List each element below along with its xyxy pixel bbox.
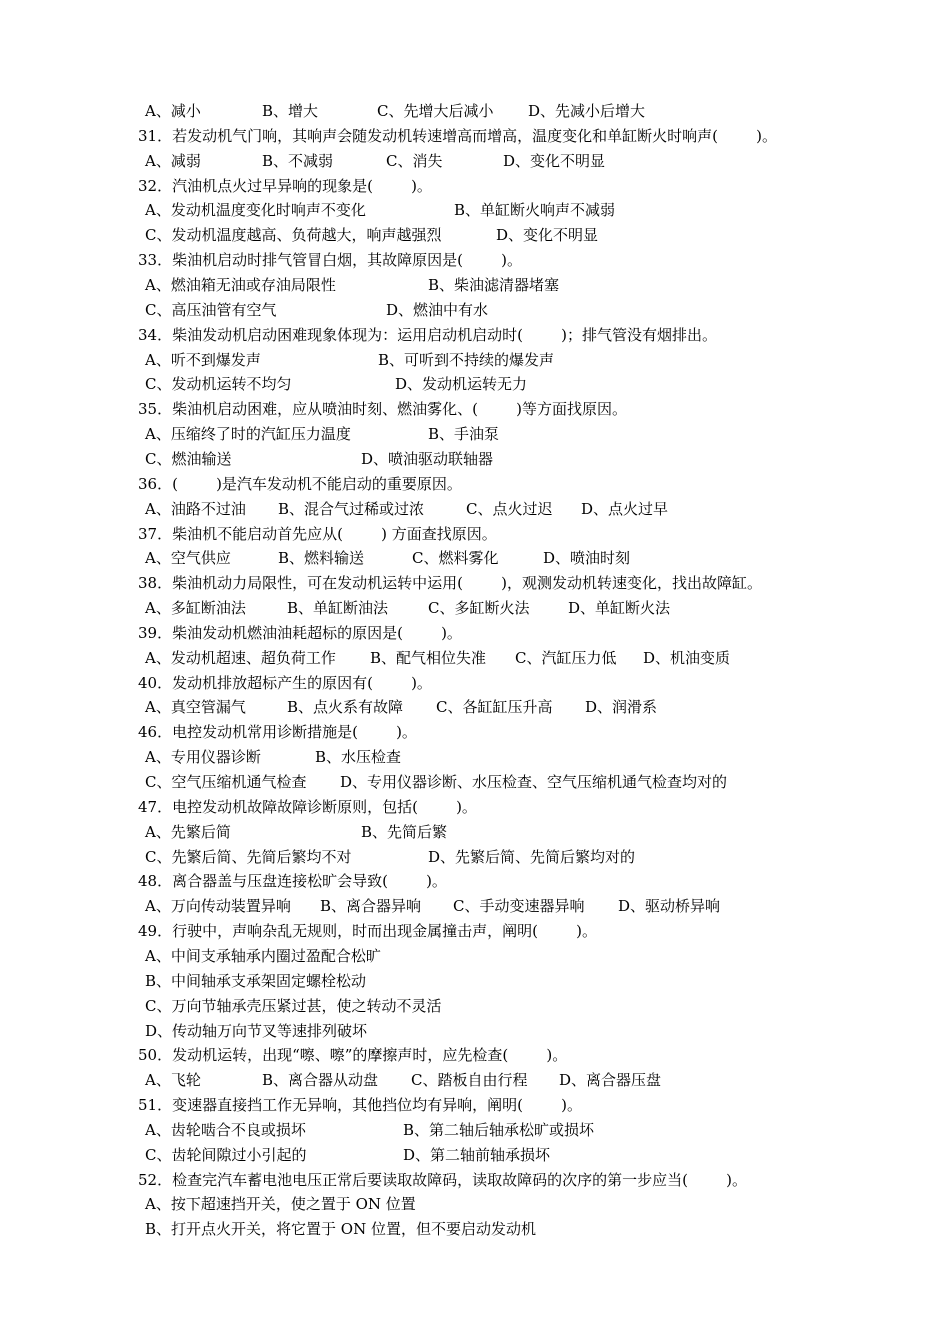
answer-option: C、多缸断火法 xyxy=(428,599,530,617)
question-text: 37．柴油机不能启动首先应从( ) 方面查找原因。 xyxy=(138,524,497,543)
answer-option: D、喷油驱动联轴器 xyxy=(361,449,494,468)
answer-option: B、单缸断火响声不减弱 xyxy=(454,201,616,220)
answer-option: B、先简后繁 xyxy=(361,822,448,841)
answer-option: C、空气压缩机通气检查 xyxy=(145,773,307,791)
answer-option: B、配气相位失准 xyxy=(370,648,487,667)
answer-option: C、齿轮间隙过小引起的 xyxy=(145,1145,307,1164)
answer-option: A、听不到爆发声 xyxy=(145,350,261,369)
answer-option: A、发动机温度变化时响声不变化 xyxy=(145,201,366,220)
answer-option: B、水压检查 xyxy=(315,748,402,767)
answer-option: B、增大 xyxy=(262,102,319,120)
question-text: 46．电控发动机常用诊断措施是( )。 xyxy=(138,723,417,742)
answer-option: A、中间支承轴承内圈过盈配合松旷 xyxy=(145,946,381,965)
question-text: 34．柴油发动机启动困难现象体现为：运用启动机启动时( )；排气管没有烟排出。 xyxy=(138,325,717,344)
answer-option: B、离合器异响 xyxy=(320,897,422,916)
answer-option: D、变化不明显 xyxy=(496,226,599,245)
answer-option: D、燃油中有水 xyxy=(386,300,489,319)
question-text: 50．发动机运转，出现“嚓、嚓”的摩擦声时，应先检查( )。 xyxy=(138,1046,568,1065)
answer-option: C、汽缸压力低 xyxy=(515,648,617,667)
question-text: 36．( )是汽车发动机不能启动的重要原因。 xyxy=(138,474,462,493)
answer-option: D、变化不明显 xyxy=(503,151,606,170)
answer-option: C、先增大后减小 xyxy=(377,102,494,120)
answer-option: D、离合器压盘 xyxy=(559,1071,662,1090)
answer-option: B、可听到不持续的爆发声 xyxy=(378,350,555,369)
answer-option: D、喷油时刻 xyxy=(543,549,631,568)
answer-option: A、先繁后简 xyxy=(145,822,231,841)
question-text: 49．行驶中，声响杂乱无规则，时而出现金属撞击声，阐明( )。 xyxy=(138,922,597,941)
answer-option: B、中间轴承支承架固定螺栓松动 xyxy=(145,971,367,990)
question-text: 33．柴油机启动时排气管冒白烟，其故障原因是( )。 xyxy=(138,251,522,270)
answer-option: C、各缸缸压升高 xyxy=(436,698,553,717)
answer-option: A、油路不过油 xyxy=(145,499,246,518)
answer-option: B、燃料输送 xyxy=(278,549,365,568)
answer-option: B、第二轴后轴承松旷或损坏 xyxy=(403,1120,595,1139)
question-text: 40．发动机排放超标产生的原因有( )。 xyxy=(138,673,432,692)
answer-option: C、发动机运转不均匀 xyxy=(145,375,292,394)
question-text: 51．变速器直接挡工作无异响，其他挡位均有异响，阐明( )。 xyxy=(138,1096,582,1114)
question-text: 31．若发动机气门响，其响声会随发动机转速增高而增高，温度变化和单缸断火时响声( )。 xyxy=(138,126,777,145)
answer-option: A、多缸断油法 xyxy=(145,599,246,617)
answer-option: B、手油泵 xyxy=(428,425,500,444)
answer-option: B、打开点火开关，将它置于 ON 位置，但不要启动发动机 xyxy=(145,1220,536,1239)
answer-option: C、踏板自由行程 xyxy=(411,1071,528,1090)
answer-option: A、减小 xyxy=(145,102,201,120)
question-text: 39．柴油发动机燃油油耗超标的原因是( )。 xyxy=(138,623,462,642)
answer-option: A、专用仪器诊断 xyxy=(145,748,261,767)
answer-option: A、发动机超速、超负荷工作 xyxy=(145,648,336,667)
question-text: 52．检查完汽车蓄电池电压正常后要读取故障码，读取故障码的次序的第一步应当( )。 xyxy=(138,1170,747,1189)
answer-option: B、不减弱 xyxy=(262,151,334,170)
answer-option: D、单缸断火法 xyxy=(568,599,671,617)
question-text: 47．电控发动机故障故障诊断原则，包括( )。 xyxy=(138,797,477,816)
answer-option: C、燃料雾化 xyxy=(412,549,499,568)
answer-option: B、单缸断油法 xyxy=(287,599,389,617)
answer-option: D、润滑系 xyxy=(585,698,658,717)
answer-option: B、柴油滤清器堵塞 xyxy=(428,276,560,294)
answer-option: A、燃油箱无油或存油局限性 xyxy=(145,276,336,294)
answer-option: A、真空管漏气 xyxy=(145,698,246,717)
answer-option: B、离合器从动盘 xyxy=(262,1071,379,1090)
answer-option: D、第二轴前轴承损坏 xyxy=(403,1145,551,1164)
answer-option: D、机油变质 xyxy=(643,648,731,667)
answer-option: A、齿轮啮合不良或损坏 xyxy=(145,1120,306,1139)
answer-option: C、发动机温度越高、负荷越大，响声越强烈 xyxy=(145,226,442,245)
answer-option: D、传动轴万向节叉等速排列破坏 xyxy=(145,1021,368,1040)
answer-option: A、飞轮 xyxy=(145,1071,201,1090)
answer-option: A、按下超速挡开关，使之置于 ON 位置 xyxy=(145,1195,416,1214)
answer-option: C、先繁后简、先简后繁均不对 xyxy=(145,847,352,866)
answer-option: A、空气供应 xyxy=(145,549,231,568)
question-text: 35．柴油机启动困难，应从喷油时刻、燃油雾化、( )等方面找原因。 xyxy=(138,400,627,419)
question-text: 32．汽油机点火过早异响的现象是( )。 xyxy=(138,176,432,195)
answer-option: A、减弱 xyxy=(145,151,201,170)
answer-option: C、万向节轴承壳压紧过甚，使之转动不灵活 xyxy=(145,996,442,1015)
answer-option: B、点火系有故障 xyxy=(287,698,404,717)
answer-option: C、燃油输送 xyxy=(145,449,232,468)
answer-option: A、万向传动装置异响 xyxy=(145,897,291,916)
answer-option: B、混合气过稀或过浓 xyxy=(278,499,425,518)
answer-option: C、点火过迟 xyxy=(466,499,553,518)
answer-option: C、高压油管有空气 xyxy=(145,300,277,319)
answer-option: C、手动变速器异响 xyxy=(453,897,585,916)
question-text: 38．柴油机动力局限性，可在发动机运转中运用( )，观测发动机转速变化，找出故障缸。 xyxy=(138,574,762,593)
answer-option: A、压缩终了时的汽缸压力温度 xyxy=(145,425,351,444)
answer-option: D、发动机运转无力 xyxy=(395,375,528,394)
answer-option: D、驱动桥异响 xyxy=(618,897,721,916)
answer-option: D、先减小后增大 xyxy=(528,102,646,120)
answer-option: D、专用仪器诊断、水压检查、空气压缩机通气检查均对的 xyxy=(340,773,728,791)
question-text: 48．离合器盖与压盘连接松旷会导致( )。 xyxy=(138,872,447,891)
answer-option: D、先繁后简、先简后繁均对的 xyxy=(428,847,636,866)
answer-option: D、点火过早 xyxy=(581,499,669,518)
answer-option: C、消失 xyxy=(386,151,443,170)
